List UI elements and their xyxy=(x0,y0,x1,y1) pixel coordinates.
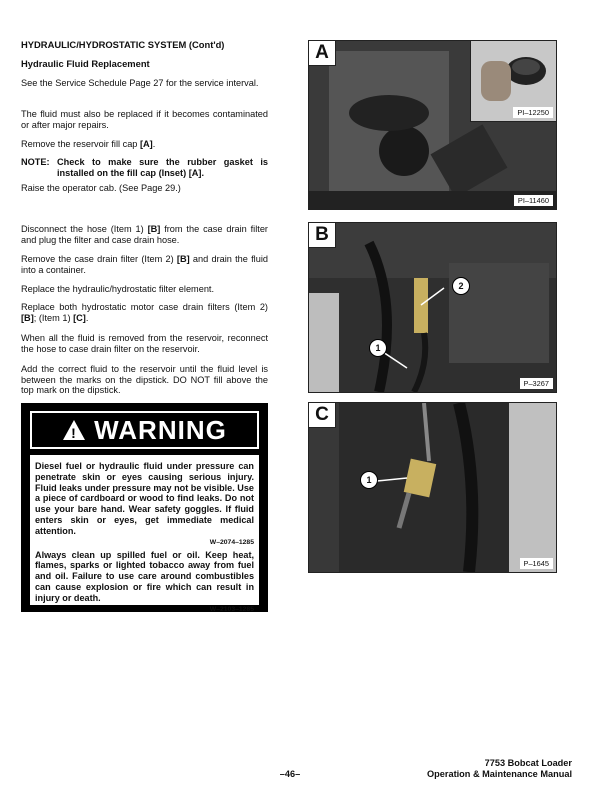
note-gasket xyxy=(21,157,268,178)
figure-b xyxy=(308,222,557,393)
paragraph-disconnect-hose: Disconnect the hose (Item 1) [B] from the case drain filter and plug the filter and case drain hose. xyxy=(21,224,268,245)
warning-title: WARNING xyxy=(94,415,227,445)
paragraph-replace-motor-filters: Replace both hydrostatic motor case drain filters (Item 2) [B]; (Item 1) [C]. xyxy=(21,302,268,323)
warning-code-2: W–2103–1285 xyxy=(209,605,254,613)
paragraph-replace-element: Replace the hydraulic/hydrostatic filter element. xyxy=(21,284,215,294)
warning-body xyxy=(30,455,259,613)
page-number: –46– xyxy=(279,769,301,779)
subsection-title: Hydraulic Fluid Replacement xyxy=(21,58,150,69)
figure-b-callout-1: 1 xyxy=(369,339,387,357)
paragraph-contaminated: The fluid must also be replaced if it becomes contaminated or after major repairs. xyxy=(21,109,268,130)
paragraph-raise-cab: Raise the operator cab. (See Page 29.) xyxy=(21,183,181,193)
warning-box xyxy=(21,403,268,612)
warning-code-1: W–2074–1285 xyxy=(209,538,254,546)
warning-text-1: Diesel fuel or hydraulic fluid under pressure can penetrate skin or eyes causing serious injury. Fluid leaks under pressure may not be visible. Use a piece of cardboard or wood to find leaks. Do not use your bare hand. Wear safety goggles. If fluid enters skin or eyes, get immediate medical attention. xyxy=(35,461,254,536)
figure-a-inset-tag: PI–12250 xyxy=(513,107,553,118)
warning-text-2: Always clean up spilled fuel or oil. Keep heat, flames, sparks or lighted tobacco away from fuel and oil. Failure to use care around combustibles can cause explosion or fire which can result in injury or death. xyxy=(35,549,254,603)
note-text: Check to make sure the rubber gasket is installed on the fill cap (Inset) [A]. xyxy=(57,157,268,178)
paragraph-reconnect-hose: When all the fluid is removed from the reservoir, reconnect the hose to case drain filter on the reservoir. xyxy=(21,333,268,354)
footer-title xyxy=(427,758,572,780)
figure-b-photo xyxy=(309,223,556,392)
paragraph-add-fluid: Add the correct fluid to the reservoir until the fluid level is between the marks on the dipstick. DO NOT fill above the top mark on the dipstick. xyxy=(21,364,268,396)
figure-c xyxy=(308,402,557,573)
figure-a xyxy=(308,40,557,210)
figure-c-letter: C xyxy=(309,403,336,428)
figure-c-photo xyxy=(309,403,556,572)
paragraph-remove-cap: Remove the reservoir fill cap [A]. xyxy=(21,139,156,149)
figure-b-letter: B xyxy=(309,223,336,248)
figure-b-callout-2: 2 xyxy=(452,277,470,295)
figure-b-tag: P–3267 xyxy=(520,378,553,389)
footer-model: 7753 Bobcat Loader xyxy=(484,758,572,768)
section-title: HYDRAULIC/HYDROSTATIC SYSTEM (Cont'd) xyxy=(21,39,225,50)
paragraph-service-interval: See the Service Schedule Page 27 for the service interval. xyxy=(21,78,259,88)
figure-c-callout-1: 1 xyxy=(360,471,378,489)
figure-a-letter: A xyxy=(309,41,336,66)
paragraph-remove-filter: Remove the case drain filter (Item 2) [B] and drain the fluid into a container. xyxy=(21,254,268,275)
figure-c-tag: P–1645 xyxy=(520,558,553,569)
warning-triangle-icon xyxy=(62,419,86,441)
figure-a-inset xyxy=(470,41,556,122)
warning-header xyxy=(30,411,259,449)
note-label: NOTE: xyxy=(21,157,50,167)
footer-manual: Operation & Maintenance Manual xyxy=(427,769,572,779)
figure-a-tag: PI–11460 xyxy=(514,195,553,206)
warning-symbol: ! xyxy=(71,425,77,441)
